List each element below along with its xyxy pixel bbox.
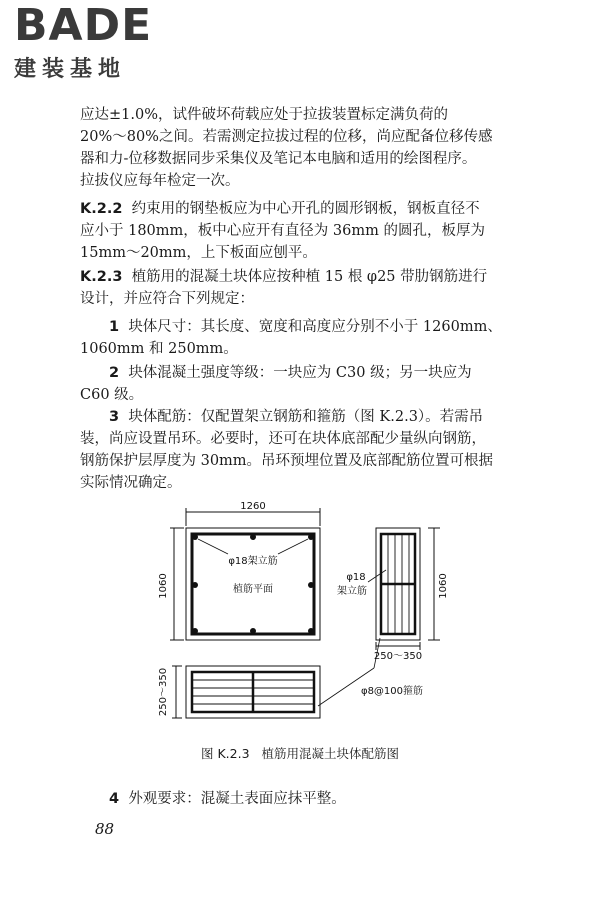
- text-line: 植筋用的混凝土块体应按种植 15 根 φ25 带肋钢筋进行: [131, 269, 488, 285]
- leader-line: [278, 539, 308, 554]
- rebar-side-label-1: φ18: [346, 572, 366, 583]
- text-line: 15mm～20mm，上下板面应刨平。: [80, 245, 317, 261]
- rebar-side-label-2: 架立筋: [337, 586, 367, 597]
- clause-number: K.2.3: [80, 269, 123, 285]
- dim-thickness-label: 250～350: [158, 667, 169, 717]
- text-line: C60 级。: [80, 387, 144, 403]
- rebar-plan-label: φ18架立筋: [228, 556, 278, 567]
- logo-wordmark: BADE: [14, 0, 153, 51]
- text-line: 块体配筋：仅配置架立钢筋和箍筋（图 K.2.3）。若需吊: [128, 409, 484, 425]
- text-line: 应小于 180mm，板中心应开有直径为 36mm 的圆孔，板厚为: [80, 223, 485, 239]
- list-item-1: [80, 316, 550, 360]
- dim-width-label: 1260: [240, 501, 266, 512]
- text-line: 外观要求：混凝土表面应抹平整。: [128, 791, 346, 807]
- item-number: 2: [109, 365, 120, 381]
- clause-k22: [80, 198, 550, 264]
- dim-thickness-label: 250～350: [373, 651, 423, 662]
- brand-logo: [14, 0, 174, 83]
- rebar-dot: [308, 582, 314, 588]
- figure-caption: [0, 744, 600, 762]
- text-line: 拉拔仪应每年检定一次。: [80, 173, 240, 189]
- text-line: 设计，并应符合下列规定：: [80, 291, 254, 307]
- item-number: 3: [109, 409, 120, 425]
- caption-number: 图 K.2.3: [201, 746, 250, 761]
- list-item-3: [80, 406, 550, 494]
- logo-subtitle: 建装基地: [14, 57, 127, 82]
- item-number: 1: [109, 319, 120, 335]
- clause-number: K.2.2: [80, 201, 123, 217]
- text-line: 钢筋保护层厚度为 30mm。吊环预埋位置及底部配筋位置可根据: [80, 453, 494, 469]
- leader-line: [198, 539, 228, 554]
- text-line: 应达±1.0%，试件破坏荷载应处于拉拔装置标定满负荷的: [80, 107, 448, 123]
- stirrup-label: φ8@100箍筋: [360, 686, 424, 697]
- text-line: 块体尺寸：其长度、宽度和高度应分别不小于 1260mm、: [128, 319, 502, 335]
- rebar-dot: [192, 534, 198, 540]
- rebar-dot: [192, 628, 198, 634]
- page-number: 88: [95, 820, 115, 838]
- list-item-4: [80, 788, 550, 810]
- rebar-dot: [308, 628, 314, 634]
- text-line: 块体混凝土强度等级：一块应为 C30 级；另一块应为: [128, 365, 472, 381]
- text-line: 1060mm 和 250mm。: [80, 341, 238, 357]
- text-line: 器和力-位移数据同步采集仪及笔记本电脑和适用的绘图程序。: [80, 151, 477, 167]
- text-line: 约束用的钢垫板应为中心开孔的圆形钢板，钢板直径不: [131, 201, 480, 217]
- item-number: 4: [109, 791, 120, 807]
- rebar-dot: [250, 628, 256, 634]
- list-item-2: [80, 362, 550, 406]
- dim-height-label: 1060: [438, 573, 449, 599]
- rebar-diagram: [0, 500, 600, 740]
- paragraph-continued: [80, 104, 550, 192]
- rebar-dot: [192, 582, 198, 588]
- text-line: 实际情况确定。: [80, 475, 182, 491]
- dim-height-label: 1060: [158, 573, 169, 599]
- leader-line: [368, 570, 386, 582]
- caption-text: 植筋用混凝土块体配筋图: [261, 746, 399, 761]
- rebar-dot: [308, 534, 314, 540]
- plan-view-label: 植筋平面: [233, 584, 273, 595]
- clause-k23: [80, 266, 550, 310]
- text-line: 20%～80%之间。若需测定拉拔过程的位移，尚应配备位移传感: [80, 129, 493, 145]
- rebar-dot: [250, 534, 256, 540]
- text-line: 装，尚应设置吊环。必要时，还可在块体底部配少量纵向钢筋，: [80, 431, 486, 447]
